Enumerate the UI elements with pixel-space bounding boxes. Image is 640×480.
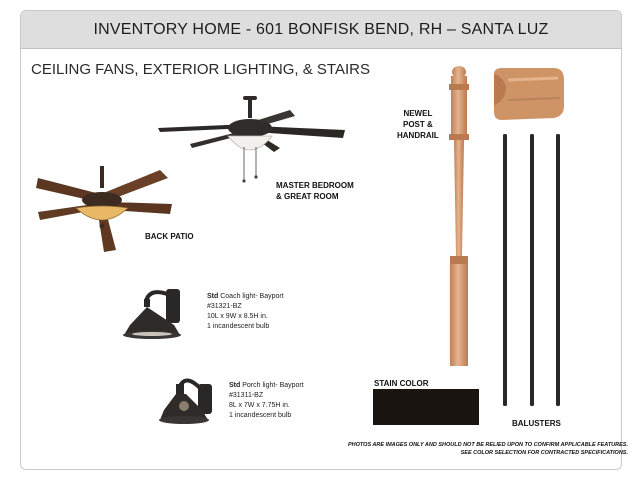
- porch-light-spec: [229, 381, 304, 421]
- porch-light-dimensions: 8L x 7W x 7.75H in.: [229, 402, 290, 409]
- coach-light-spec: [207, 292, 284, 332]
- coach-light-bulb: 1 incandescent bulb: [207, 323, 270, 330]
- porch-light-bulb: 1 incandescent bulb: [229, 412, 292, 419]
- newel-post-image: [442, 66, 476, 368]
- porch-light-model: #31311-BZ: [229, 392, 264, 399]
- page-title: INVENTORY HOME - 601 BONFISK BEND, RH – SANTA LUZ: [21, 11, 621, 49]
- porch-light-title: Porch light- Bayport: [240, 382, 304, 389]
- coach-light-dimensions: 10L x 9W x 8.5H in.: [207, 313, 268, 320]
- section-subtitle: CEILING FANS, EXTERIOR LIGHTING, & STAIRS: [31, 61, 370, 78]
- porch-light-image: [156, 370, 218, 426]
- stain-color-swatch: [373, 389, 479, 425]
- disclaimer-line2: SEE COLOR SELECTION FOR CONTRACTED SPECIFICATIONS.: [460, 450, 628, 456]
- coach-light-title: Coach light- Bayport: [218, 293, 284, 300]
- master-fan-label: [276, 180, 354, 202]
- handrail-image: [488, 66, 566, 122]
- balusters-image: [498, 134, 568, 408]
- porch-light-title-bold: Std: [229, 382, 241, 389]
- master-fan-label-line1: MASTER BEDROOM: [276, 181, 354, 190]
- coach-light-image: [120, 283, 186, 341]
- balusters-label: BALUSTERS: [512, 419, 561, 428]
- coach-light-model: #31321-BZ: [207, 303, 242, 310]
- newel-label-line1: NEWEL: [403, 109, 433, 118]
- disclaimer-line1: PHOTOS ARE IMAGES ONLY AND SHOULD NOT BE RELIED UPON TO CONFIRM APPLICABLE FEATURES.: [347, 442, 628, 448]
- newel-label-line2: POST &: [403, 120, 433, 129]
- newel-label-line3: HANDRAIL: [397, 131, 439, 140]
- stain-color-label: STAIN COLOR: [374, 379, 429, 388]
- master-fan-label-line2: & GREAT ROOM: [276, 192, 339, 201]
- coach-light-title-bold: Std: [207, 293, 219, 300]
- patio-fan-label: BACK PATIO: [145, 232, 194, 241]
- patio-ceiling-fan-image: [34, 164, 174, 256]
- photo-disclaimer: [348, 441, 628, 457]
- newel-label: [397, 108, 439, 141]
